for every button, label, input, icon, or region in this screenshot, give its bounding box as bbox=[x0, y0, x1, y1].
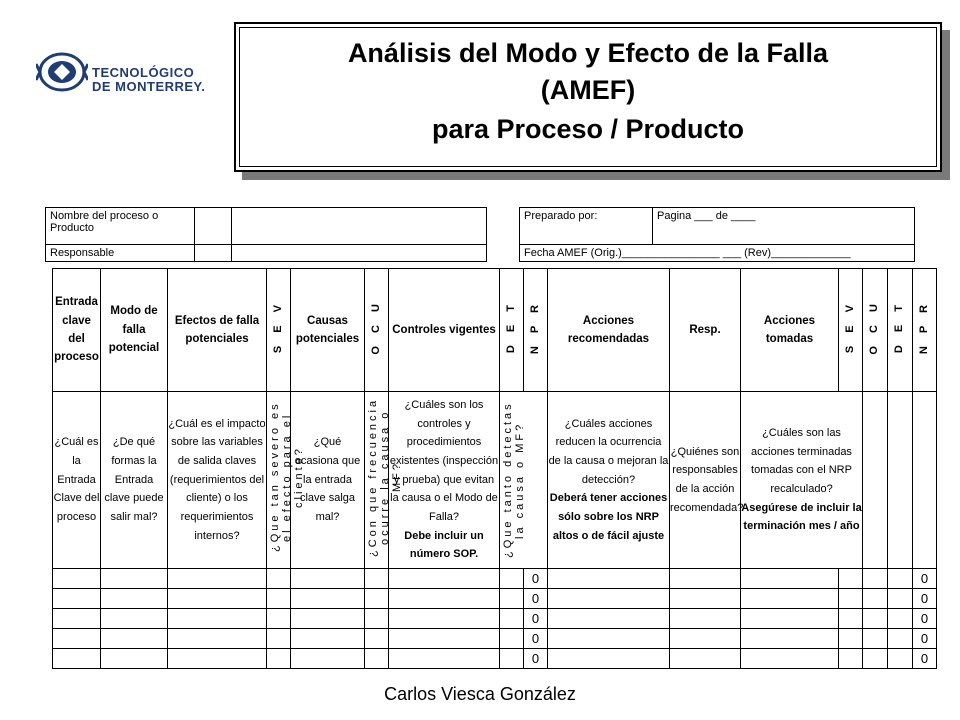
table-cell[interactable] bbox=[291, 609, 365, 629]
table-cell[interactable] bbox=[741, 589, 839, 609]
guide-tomadas bbox=[741, 392, 863, 569]
table-cell[interactable] bbox=[101, 629, 168, 649]
table-cell[interactable] bbox=[101, 649, 168, 669]
logo-line-1: TECNOLÓGICO bbox=[92, 65, 195, 80]
col-resp: Resp. bbox=[670, 269, 741, 392]
date-label: Fecha AMEF (Orig.)________________ ___ (Rev)_____________ bbox=[520, 245, 915, 262]
col-ocu2-label: O C U bbox=[868, 299, 881, 355]
table-cell[interactable] bbox=[389, 569, 500, 589]
col-sev bbox=[267, 269, 291, 392]
table-cell[interactable] bbox=[101, 609, 168, 629]
amef-table bbox=[52, 268, 937, 669]
col-det2 bbox=[888, 269, 913, 392]
table-cell[interactable] bbox=[389, 629, 500, 649]
table-row bbox=[53, 609, 937, 629]
table-cell[interactable] bbox=[888, 589, 913, 609]
table-cell[interactable] bbox=[53, 569, 101, 589]
responsible-field[interactable] bbox=[232, 245, 487, 262]
col-modo: Modo de falla potencial bbox=[101, 269, 168, 392]
responsible-field-a[interactable] bbox=[195, 245, 232, 262]
col-npr2-label: N P R bbox=[917, 299, 930, 354]
table-cell[interactable] bbox=[670, 649, 741, 669]
table-cell[interactable] bbox=[365, 589, 389, 609]
col-sev2-label: S E V bbox=[843, 300, 856, 354]
table-cell[interactable] bbox=[168, 569, 267, 589]
table-cell[interactable] bbox=[168, 629, 267, 649]
table-cell[interactable] bbox=[500, 609, 524, 629]
guide-efectos: ¿Cuál es el impacto sobre las variables de salida claves (requerimientos del cliente) o los requerimientos internos? bbox=[168, 392, 267, 569]
col-ocu-label: O C U bbox=[369, 299, 382, 355]
col-ocu2 bbox=[863, 269, 888, 392]
table-cell[interactable] bbox=[839, 649, 863, 669]
guide-causas: ¿Qué ocasiona que la entrada clave salga mal? bbox=[291, 392, 365, 569]
table-cell[interactable] bbox=[267, 649, 291, 669]
prepared-info-table bbox=[519, 207, 915, 262]
table-cell[interactable] bbox=[365, 569, 389, 589]
entry-rows bbox=[53, 569, 937, 669]
table-cell[interactable] bbox=[365, 649, 389, 669]
npr2-cell[interactable]: 0 bbox=[913, 609, 937, 629]
npr-cell[interactable]: 0 bbox=[524, 609, 548, 629]
npr2-cell[interactable]: 0 bbox=[913, 589, 937, 609]
table-cell[interactable] bbox=[548, 589, 670, 609]
guide-ocu bbox=[365, 392, 403, 569]
prepared-by-label: Preparado por: bbox=[520, 208, 653, 245]
table-cell[interactable] bbox=[839, 569, 863, 589]
col-causas: Causas potenciales bbox=[291, 269, 365, 392]
guide-acciones-text: ¿Cuáles acciones reducen la ocurrencia de la causa o mejoran la detección? bbox=[548, 417, 669, 486]
page-label: Pagina ___ de ____ bbox=[653, 208, 915, 245]
table-cell[interactable] bbox=[863, 649, 888, 669]
table-cell[interactable] bbox=[267, 589, 291, 609]
guide-row bbox=[53, 392, 937, 569]
table-cell[interactable] bbox=[389, 589, 500, 609]
table-cell[interactable] bbox=[53, 629, 101, 649]
npr-cell[interactable]: 0 bbox=[524, 649, 548, 669]
table-cell[interactable] bbox=[548, 629, 670, 649]
guide-modo: ¿De qué formas la Entrada clave puede salir mal? bbox=[101, 392, 168, 569]
table-cell[interactable] bbox=[839, 629, 863, 649]
table-cell[interactable] bbox=[365, 609, 389, 629]
table-cell[interactable] bbox=[291, 569, 365, 589]
table-cell[interactable] bbox=[863, 589, 888, 609]
table-cell[interactable] bbox=[548, 649, 670, 669]
process-name-label: Nombre del proceso o Producto bbox=[46, 208, 195, 245]
title-line-2: (AMEF) bbox=[540, 75, 636, 105]
table-cell[interactable] bbox=[670, 589, 741, 609]
guide-acciones-bold: Deberá tener acciones sólo sobre los NRP altos o de fácil ajuste bbox=[549, 492, 668, 542]
col-controles: Controles vigentes bbox=[389, 269, 500, 392]
table-cell[interactable] bbox=[53, 609, 101, 629]
col-npr2 bbox=[913, 269, 937, 392]
table-cell[interactable] bbox=[389, 649, 500, 669]
table-cell[interactable] bbox=[168, 609, 267, 629]
table-cell[interactable] bbox=[500, 649, 524, 669]
seal-icon bbox=[36, 50, 88, 94]
table-cell[interactable] bbox=[500, 629, 524, 649]
table-cell[interactable] bbox=[839, 609, 863, 629]
guide-controles-bold: Debe incluir un número SOP. bbox=[404, 529, 484, 561]
table-cell[interactable] bbox=[741, 629, 839, 649]
table-row bbox=[53, 589, 937, 609]
column-header-row bbox=[53, 269, 937, 392]
col-acciones-tomadas: Acciones tomadas bbox=[741, 269, 839, 392]
table-cell[interactable] bbox=[101, 589, 168, 609]
table-cell[interactable] bbox=[888, 609, 913, 629]
guide-entrada: ¿Cuál es la Entrada Clave del proceso bbox=[53, 392, 101, 569]
process-name-field-a[interactable] bbox=[195, 208, 232, 245]
guide-sev bbox=[267, 392, 305, 569]
institution-logo bbox=[36, 50, 236, 100]
table-cell[interactable] bbox=[839, 589, 863, 609]
table-cell[interactable] bbox=[389, 609, 500, 629]
table-cell[interactable] bbox=[863, 609, 888, 629]
responsible-label: Responsable bbox=[46, 245, 195, 262]
col-sev2 bbox=[839, 269, 863, 392]
col-npr-label: N P R bbox=[528, 299, 541, 354]
table-row bbox=[53, 649, 937, 669]
col-efectos: Efectos de falla potenciales bbox=[168, 269, 267, 392]
guide-sev-text: ¿Que tan severo es el efecto para el cliente? bbox=[268, 401, 305, 552]
guide-controles-text: ¿Cuáles son los controles y procedimientos existentes (inspección y prueba) que evitan la causa o el Modo de Falla? bbox=[389, 398, 499, 524]
npr2-cell[interactable]: 0 bbox=[913, 569, 937, 589]
logo-line-2: DE MONTERREY. bbox=[92, 79, 206, 94]
process-info-table bbox=[45, 207, 487, 262]
table-cell[interactable] bbox=[101, 569, 168, 589]
table-cell[interactable] bbox=[267, 629, 291, 649]
npr-cell[interactable]: 0 bbox=[524, 629, 548, 649]
col-npr bbox=[524, 269, 548, 392]
table-cell[interactable] bbox=[291, 649, 365, 669]
table-cell[interactable] bbox=[741, 569, 839, 589]
table-cell[interactable] bbox=[741, 609, 839, 629]
npr2-cell[interactable]: 0 bbox=[913, 649, 937, 669]
table-row bbox=[53, 569, 937, 589]
col-acciones: Acciones recomendadas bbox=[548, 269, 670, 392]
table-cell[interactable] bbox=[888, 569, 913, 589]
table-cell[interactable] bbox=[53, 649, 101, 669]
title-box bbox=[234, 22, 942, 172]
table-cell[interactable] bbox=[168, 649, 267, 669]
table-cell[interactable] bbox=[670, 569, 741, 589]
npr-cell[interactable]: 0 bbox=[524, 569, 548, 589]
table-cell[interactable] bbox=[741, 649, 839, 669]
guide-empty-3 bbox=[913, 392, 937, 569]
table-cell[interactable] bbox=[53, 589, 101, 609]
table-cell[interactable] bbox=[291, 589, 365, 609]
table-cell[interactable] bbox=[500, 569, 524, 589]
guide-det bbox=[500, 392, 548, 569]
npr2-cell[interactable]: 0 bbox=[913, 629, 937, 649]
table-cell[interactable] bbox=[888, 649, 913, 669]
table-cell[interactable] bbox=[500, 589, 524, 609]
author: Carlos Viesca González bbox=[384, 684, 576, 704]
table-row bbox=[53, 629, 937, 649]
title-line-1: Análisis del Modo y Efecto de la Falla bbox=[347, 38, 829, 68]
npr-cell[interactable]: 0 bbox=[524, 589, 548, 609]
col-sev-label: S E V bbox=[271, 300, 284, 354]
process-name-field[interactable] bbox=[232, 208, 487, 245]
table-cell[interactable] bbox=[365, 629, 389, 649]
guide-empty-1 bbox=[863, 392, 888, 569]
col-det-label: D E T bbox=[504, 300, 517, 354]
table-cell[interactable] bbox=[267, 569, 291, 589]
col-entrada: Entrada clave del proceso bbox=[53, 269, 101, 392]
guide-ocu-text: ¿Con que frecuencia ocurre la causa o MF? bbox=[366, 397, 403, 557]
table-cell[interactable] bbox=[267, 609, 291, 629]
table-cell[interactable] bbox=[863, 629, 888, 649]
table-cell[interactable] bbox=[168, 589, 267, 609]
guide-tomadas-bold: Asegúrese de incluir la terminación mes / año bbox=[741, 501, 862, 533]
guide-empty-2 bbox=[888, 392, 913, 569]
guide-det-text: ¿Que tanto detectas la causa o MF? bbox=[502, 401, 527, 559]
table-cell[interactable] bbox=[888, 629, 913, 649]
table-cell[interactable] bbox=[291, 629, 365, 649]
title-line-3: para Proceso / Producto bbox=[431, 114, 745, 144]
guide-acciones bbox=[548, 392, 670, 569]
table-cell[interactable] bbox=[548, 569, 670, 589]
table-cell[interactable] bbox=[670, 609, 741, 629]
guide-resp: ¿Quiénes son responsables de la acción recomendada? bbox=[670, 392, 741, 569]
table-cell[interactable] bbox=[863, 569, 888, 589]
col-det2-label: D E T bbox=[893, 300, 906, 354]
table-cell[interactable] bbox=[548, 609, 670, 629]
table-cell[interactable] bbox=[670, 629, 741, 649]
col-ocu bbox=[365, 269, 389, 392]
guide-controles bbox=[389, 392, 500, 569]
guide-tomadas-text: ¿Cuáles son las acciones terminadas tomadas con el NRP recalculado? bbox=[751, 426, 852, 495]
col-det bbox=[500, 269, 524, 392]
